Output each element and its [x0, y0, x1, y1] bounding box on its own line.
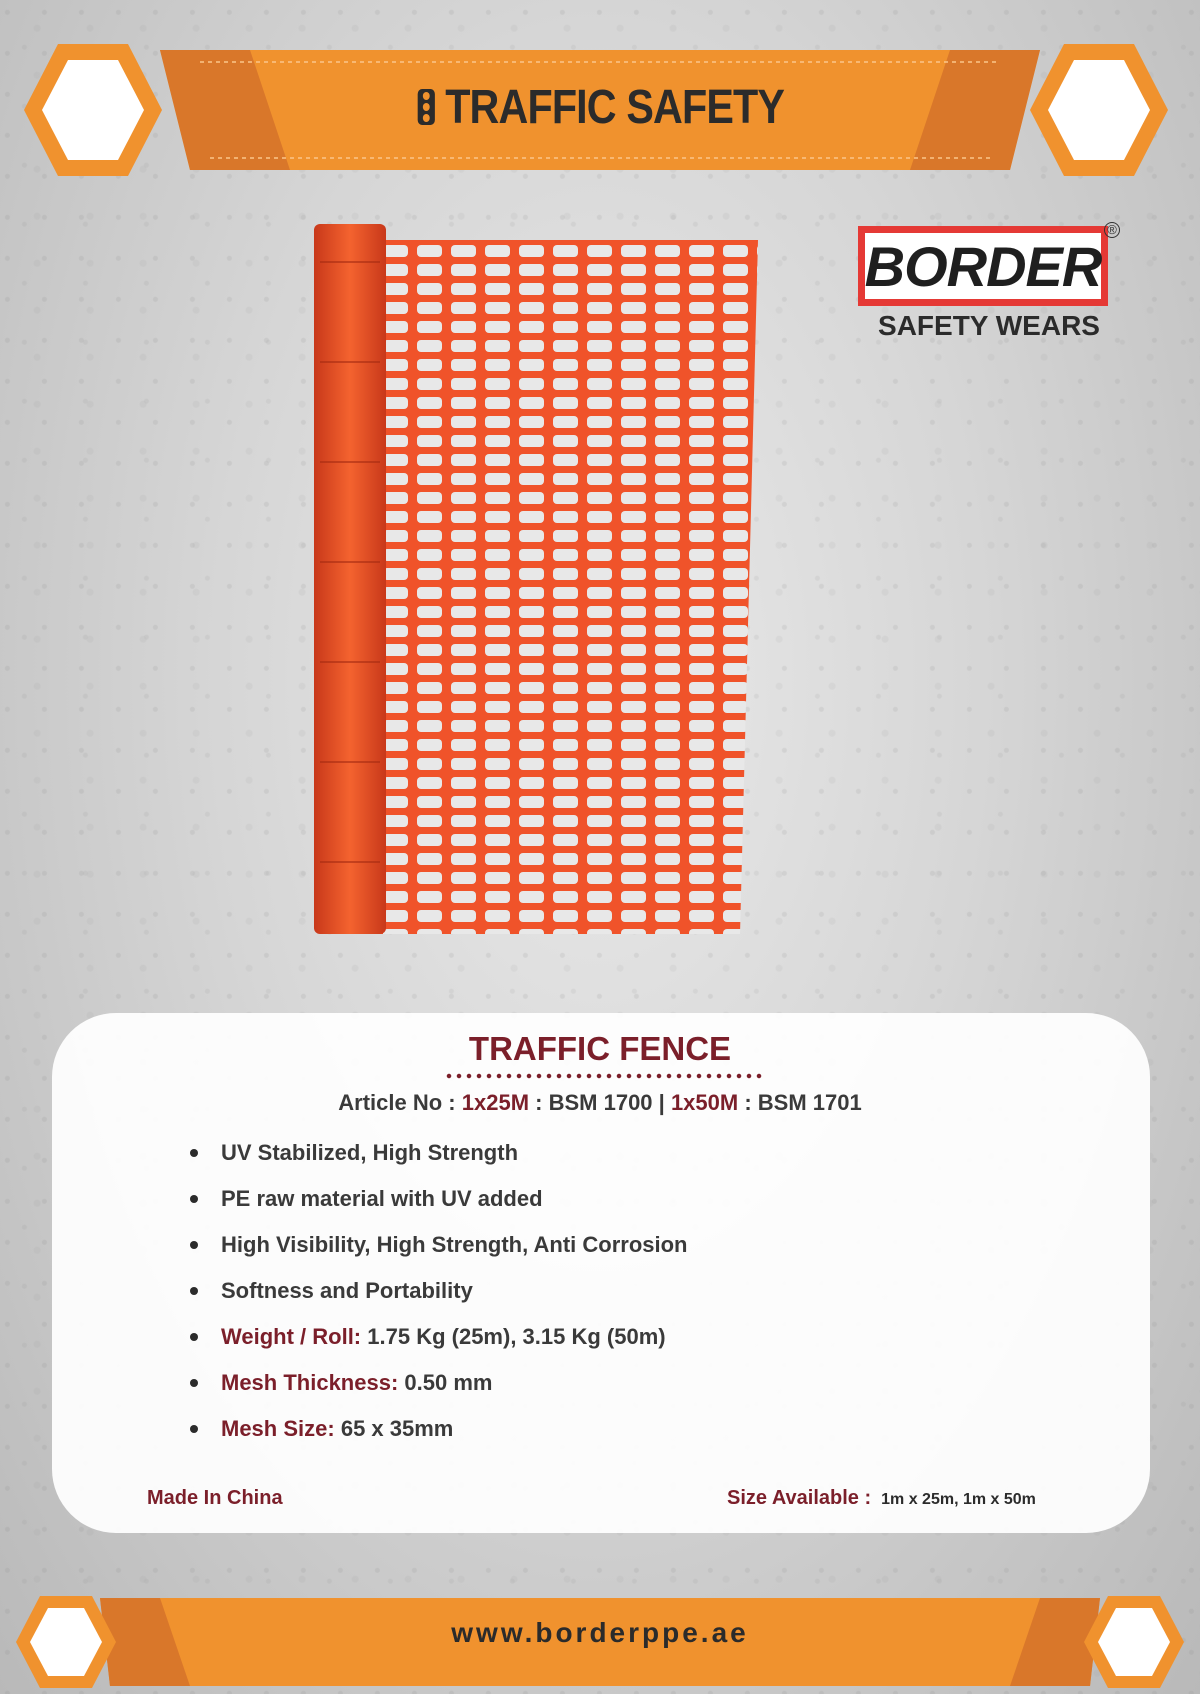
- title-divider: [444, 1073, 764, 1079]
- article-1-code: : BSM 1700 |: [535, 1090, 665, 1115]
- brand-logo: [858, 222, 1120, 342]
- header-title-text: TRAFFIC SAFETY: [445, 81, 785, 134]
- website-link[interactable]: www.borderppe.ae: [451, 1617, 749, 1648]
- article-2-code: : BSM 1701: [744, 1090, 862, 1115]
- spec-mesh-size: [190, 1414, 687, 1460]
- fence-roll-image: [310, 222, 760, 947]
- article-numbers: [0, 1090, 1200, 1116]
- spec-weight: [190, 1322, 687, 1368]
- logo-word: BORDER: [864, 234, 1102, 298]
- feature-item: PE raw material with UV added: [190, 1184, 687, 1230]
- feature-item: Softness and Portability: [190, 1276, 687, 1322]
- product-title: TRAFFIC FENCE: [468, 1030, 732, 1067]
- size-label: Size Available :: [727, 1487, 872, 1509]
- spec-weight-label: Weight / Roll:: [221, 1324, 362, 1349]
- feature-list: [190, 1138, 687, 1460]
- size-available: [727, 1487, 1036, 1510]
- feature-item: UV Stabilized, High Strength: [190, 1138, 687, 1184]
- logo-frame: [858, 226, 1108, 306]
- article-label: Article No :: [338, 1090, 456, 1115]
- page-title: [84, 80, 1116, 138]
- size-value: 1m x 25m, 1m x 50m: [881, 1491, 1036, 1508]
- origin-text: Made In China: [147, 1487, 283, 1509]
- article-2-size: 1x50M: [670, 1090, 739, 1115]
- logo-tagline: SAFETY WEARS: [878, 310, 1100, 341]
- spec-thickness: [190, 1368, 687, 1414]
- spec-weight-value: 1.75 Kg (25m), 3.15 Kg (50m): [367, 1324, 666, 1349]
- spec-thickness-label: Mesh Thickness:: [221, 1370, 399, 1395]
- spec-mesh-label: Mesh Size:: [221, 1416, 335, 1441]
- spec-thickness-value: 0.50 mm: [404, 1370, 493, 1395]
- article-1-size: 1x25M: [461, 1090, 530, 1115]
- traffic-light-icon: [416, 83, 437, 138]
- spec-mesh-value: 65 x 35mm: [340, 1416, 454, 1441]
- registered-mark: ®: [1104, 222, 1120, 238]
- feature-item: High Visibility, High Strength, Anti Corrosion: [190, 1230, 687, 1276]
